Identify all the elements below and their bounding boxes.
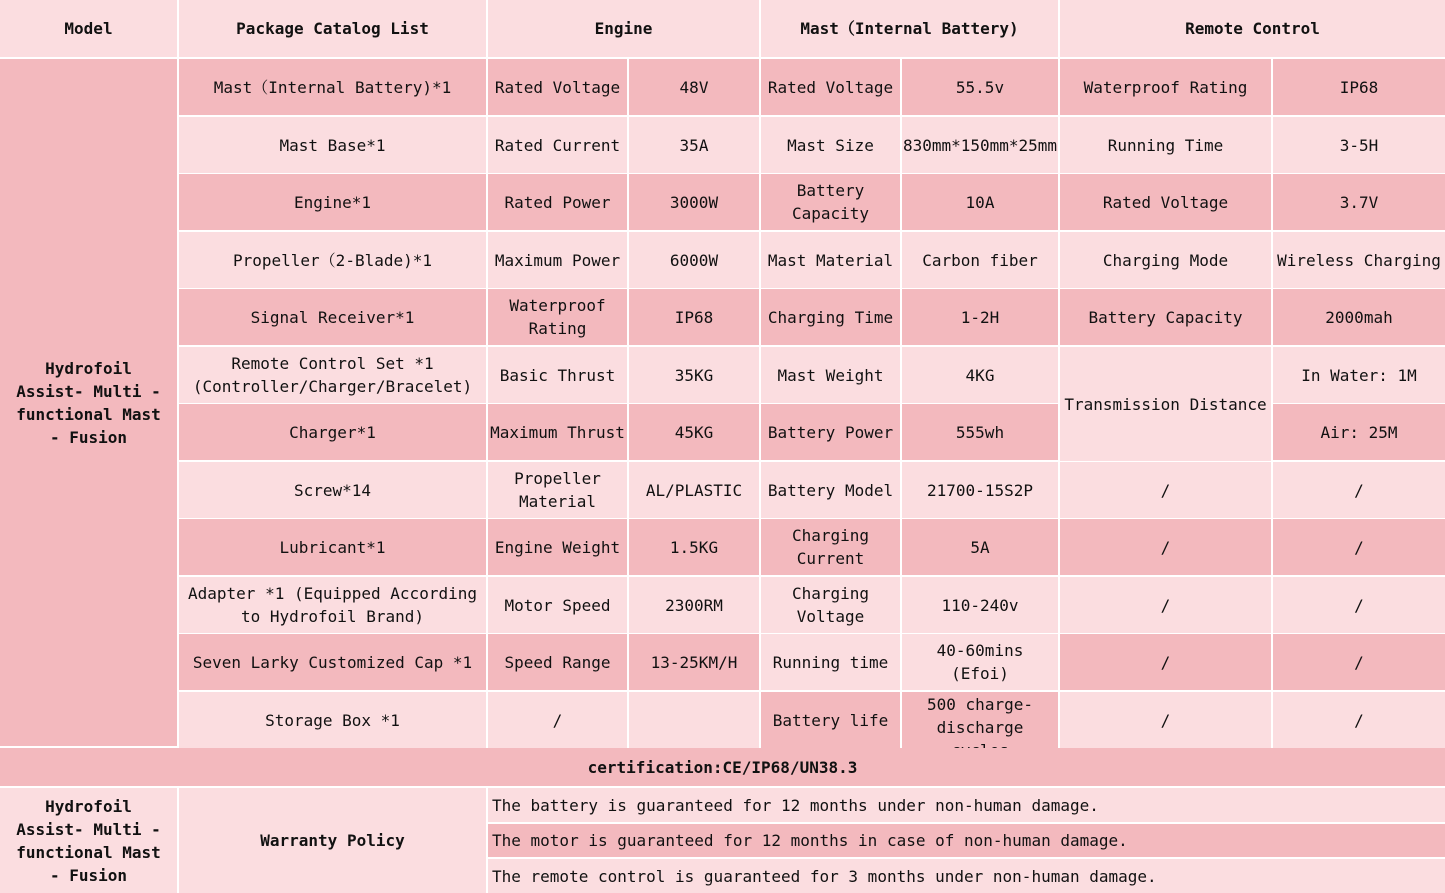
mast-spec-value: 830mm*150mm*25mm [902, 117, 1058, 173]
remote-spec-label: Rated Voltage [1060, 174, 1271, 230]
warranty-title: Warranty Policy [179, 788, 486, 893]
package-item: Signal Receiver*1 [179, 289, 486, 345]
mast-spec-label: Mast Weight [761, 347, 900, 403]
mast-spec-label: Charging Voltage [761, 577, 900, 633]
package-item: Charger*1 [179, 404, 486, 460]
mast-spec-label: Rated Voltage [761, 59, 900, 115]
remote-spec-label: Transmission Distance [1060, 347, 1271, 461]
certification-row: certification:CE/IP68/UN38.3 [0, 748, 1445, 786]
remote-spec-label: / [1060, 577, 1271, 633]
remote-spec-value: / [1273, 462, 1445, 518]
package-item: Seven Larky Customized Cap *1 [179, 634, 486, 690]
package-item: Mast Base*1 [179, 117, 486, 173]
package-item: Remote Control Set *1 (Controller/Charger/Bracelet) [179, 347, 486, 403]
package-item: Screw*14 [179, 462, 486, 518]
header-mast: Mast（Internal Battery) [761, 0, 1058, 57]
mast-spec-label: Running time [761, 634, 900, 690]
remote-spec-value: In Water: 1M [1273, 347, 1445, 403]
package-item: Lubricant*1 [179, 519, 486, 575]
engine-spec-label: Rated Power [488, 174, 627, 230]
mast-spec-label: Charging Current [761, 519, 900, 575]
engine-spec-value: 48V [629, 59, 759, 115]
mast-spec-value: 10A [902, 174, 1058, 230]
engine-spec-value: 35A [629, 117, 759, 173]
header-remote: Remote Control [1060, 0, 1445, 57]
mast-spec-label: Mast Size [761, 117, 900, 173]
remote-spec-label: Running Time [1060, 117, 1271, 173]
remote-spec-value: / [1273, 577, 1445, 633]
engine-spec-label: Rated Current [488, 117, 627, 173]
engine-spec-label: Basic Thrust [488, 347, 627, 403]
remote-spec-value: Air: 25M [1273, 404, 1445, 460]
package-item: Storage Box *1 [179, 692, 486, 748]
remote-spec-value: 3.7V [1273, 174, 1445, 230]
remote-spec-value: 2000mah [1273, 289, 1445, 345]
engine-spec-value: AL/PLASTIC [629, 462, 759, 518]
mast-spec-value: 5A [902, 519, 1058, 575]
engine-spec-value: 3000W [629, 174, 759, 230]
remote-spec-value: / [1273, 692, 1445, 748]
remote-spec-label: / [1060, 634, 1271, 690]
mast-spec-label: Battery Model [761, 462, 900, 518]
mast-spec-value: 40-60mins (Efoi) [902, 634, 1058, 690]
engine-spec-label: Waterproof Rating [488, 289, 627, 345]
mast-spec-value: 500 charge- discharge [902, 692, 1058, 748]
engine-spec-label: Maximum Power [488, 232, 627, 288]
engine-spec-label: Speed Range [488, 634, 627, 690]
engine-spec-value: 6000W [629, 232, 759, 288]
remote-spec-label: / [1060, 692, 1271, 748]
package-item: Propeller（2-Blade)*1 [179, 232, 486, 288]
mast-spec-value: 4KG [902, 347, 1058, 403]
engine-spec-value: 45KG [629, 404, 759, 460]
mast-spec-value: 110-240v [902, 577, 1058, 633]
engine-spec-label: Motor Speed [488, 577, 627, 633]
engine-spec-value: 13-25KM/H [629, 634, 759, 690]
mast-spec-label: Battery life [761, 692, 900, 748]
warranty-line-battery: The battery is guaranteed for 12 months under non-human damage. [488, 788, 1445, 822]
warranty-line-motor: The motor is guaranteed for 12 months in case of non-human damage. [488, 824, 1445, 857]
remote-spec-value: / [1273, 634, 1445, 690]
remote-spec-label: / [1060, 519, 1271, 575]
package-item: Adapter *1 (Equipped According to Hydrofoil Brand) [179, 577, 486, 633]
remote-spec-label: Charging Mode [1060, 232, 1271, 288]
engine-spec-value [629, 692, 759, 748]
header-model: Model [0, 0, 177, 57]
mast-spec-value: 555wh [902, 404, 1058, 460]
mast-spec-label: Battery Power [761, 404, 900, 460]
warranty-line-remote: The remote control is guaranteed for 3 months under non-human damage. [488, 859, 1445, 893]
engine-spec-label: Maximum Thrust [488, 404, 627, 460]
mast-spec-label: Battery Capacity [761, 174, 900, 230]
mast-spec-label: Mast Material [761, 232, 900, 288]
engine-spec-value: 2300RM [629, 577, 759, 633]
package-item: Mast（Internal Battery)*1 [179, 59, 486, 115]
remote-spec-value: IP68 [1273, 59, 1445, 115]
engine-spec-label: Rated Voltage [488, 59, 627, 115]
remote-spec-label: / [1060, 462, 1271, 518]
remote-spec-label: Waterproof Rating [1060, 59, 1271, 115]
package-item: Engine*1 [179, 174, 486, 230]
mast-spec-value: 55.5v [902, 59, 1058, 115]
engine-spec-label: Propeller Material [488, 462, 627, 518]
remote-spec-value: / [1273, 519, 1445, 575]
remote-spec-value: 3-5H [1273, 117, 1445, 173]
mast-spec-value: 1-2H [902, 289, 1058, 345]
header-engine: Engine [488, 0, 759, 57]
engine-spec-label: / [488, 692, 627, 748]
engine-spec-value: 1.5KG [629, 519, 759, 575]
engine-spec-value: IP68 [629, 289, 759, 345]
engine-spec-value: 35KG [629, 347, 759, 403]
mast-spec-value: 21700-15S2P [902, 462, 1058, 518]
warranty-model-cell: Hydrofoil Assist- Multi - functional Mast - Fusion [0, 788, 177, 893]
mast-spec-label: Charging Time [761, 289, 900, 345]
remote-spec-value: Wireless Charging [1273, 232, 1445, 288]
model-name-cell: Hydrofoil Assist- Multi - functional Mast - Fusion [0, 59, 177, 746]
header-package: Package Catalog List [179, 0, 486, 57]
remote-spec-label: Battery Capacity [1060, 289, 1271, 345]
engine-spec-label: Engine Weight [488, 519, 627, 575]
mast-spec-value: Carbon fiber [902, 232, 1058, 288]
